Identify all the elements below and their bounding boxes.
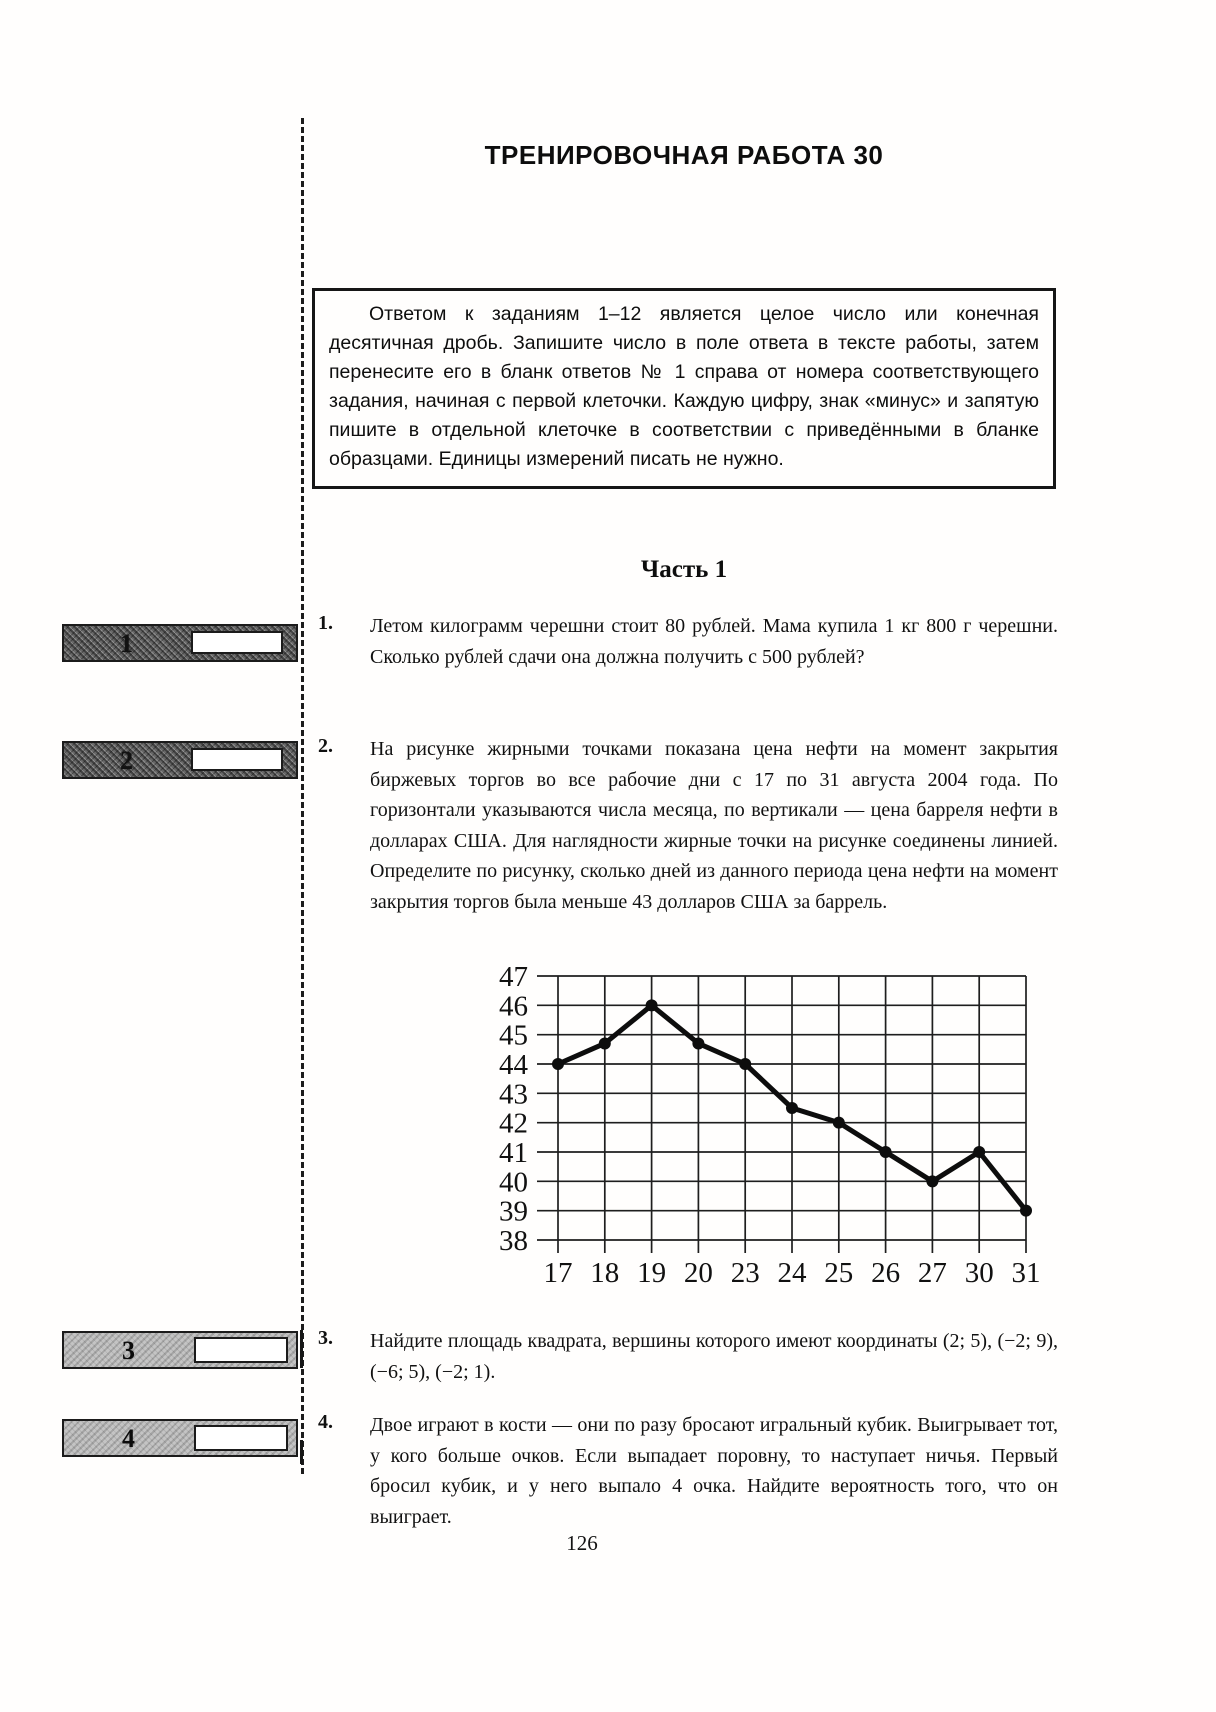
answer-box-3 bbox=[62, 1331, 298, 1369]
instruction-box bbox=[312, 288, 1056, 489]
x-tick-label: 20 bbox=[683, 1257, 713, 1289]
y-tick-label: 46 bbox=[499, 990, 528, 1023]
x-tick-label: 25 bbox=[824, 1257, 854, 1289]
data-point bbox=[552, 1058, 564, 1070]
instruction-text: Ответом к заданиям 1–12 является целое число или конечная десятичная дробь. Запишите число в поле ответа в тексте работы, затем перенесите его в бланк ответов № 1 справа от номера соответствующего задания, начиная с первой клеточки. Каждую цифру, знак «минус» и запятую пишите в отдельной клеточке в соответствии с приведёнными в бланке образцами. Единицы измерений писать не нужно. bbox=[329, 303, 1039, 470]
x-tick-label: 23 bbox=[730, 1257, 760, 1289]
chart-canvas bbox=[440, 938, 1090, 1308]
data-point bbox=[926, 1175, 938, 1187]
problem-3 bbox=[318, 1326, 1058, 1387]
page-title: ТРЕНИРОВОЧНАЯ РАБОТА 30 bbox=[484, 140, 884, 170]
y-tick-label: 41 bbox=[499, 1137, 528, 1169]
x-tick-label: 31 bbox=[1011, 1257, 1041, 1289]
answer-box-4-field[interactable] bbox=[194, 1425, 288, 1451]
answer-box-4-label: 4 bbox=[122, 1424, 135, 1453]
problem-2-number: 2. bbox=[318, 735, 333, 757]
divider-solid-segment bbox=[300, 1440, 303, 1464]
answer-box-3-field[interactable] bbox=[194, 1337, 288, 1363]
problem-2 bbox=[318, 734, 1058, 917]
y-tick-label: 39 bbox=[499, 1195, 528, 1228]
data-point bbox=[739, 1058, 751, 1070]
data-point bbox=[973, 1146, 985, 1158]
answer-box-1-field[interactable] bbox=[191, 631, 283, 654]
data-point bbox=[692, 1037, 704, 1049]
x-tick-label: 24 bbox=[777, 1257, 807, 1289]
problem-1-text: Летом килограмм черешни стоит 80 рублей. Мама купила 1 кг 800 г черешни. Сколько рублей сдачи она должна получить с 500 рублей? bbox=[370, 615, 1058, 668]
problem-4-number: 4. bbox=[318, 1411, 333, 1433]
problem-1 bbox=[318, 611, 1058, 672]
data-point bbox=[880, 1146, 892, 1158]
x-tick-label: 18 bbox=[590, 1257, 620, 1289]
y-tick-label: 47 bbox=[499, 961, 528, 993]
answer-box-1 bbox=[62, 624, 298, 662]
data-point bbox=[786, 1102, 798, 1114]
problem-4 bbox=[318, 1410, 1058, 1532]
problem-3-text: Найдите площадь квадрата, вершины которого имеют координаты (2; 5), (−2; 9), (−6; 5), (−2; 1). bbox=[370, 1330, 1058, 1383]
x-tick-label: 30 bbox=[964, 1257, 994, 1289]
margin-divider-dashed-line bbox=[301, 118, 304, 1474]
y-tick-label: 44 bbox=[499, 1049, 528, 1081]
problem-2-text: На рисунке жирными точками показана цена нефти на момент закрытия биржевых торгов во все рабочие дни с 17 по 31 августа 2004 года. По горизонтали указываются числа месяца, по вертикали — цена барреля нефти в долларах США. Для наглядности жирные точки на рисунке соединены линией. Определите по рисунку, сколько дней из данного периода цена нефти на момент закрытия торгов была меньше 43 долларов США за баррель. bbox=[370, 738, 1058, 913]
x-tick-label: 19 bbox=[637, 1257, 667, 1289]
answer-box-2-field[interactable] bbox=[191, 748, 283, 771]
y-tick-label: 43 bbox=[499, 1078, 528, 1111]
data-point bbox=[599, 1037, 611, 1049]
y-tick-label: 40 bbox=[499, 1166, 528, 1199]
data-point bbox=[646, 999, 658, 1011]
divider-solid-segment bbox=[300, 1330, 303, 1368]
answer-box-2-label: 2 bbox=[120, 746, 133, 775]
answer-box-1-label: 1 bbox=[120, 629, 133, 658]
x-tick-label: 17 bbox=[543, 1257, 573, 1289]
part-heading: Часть 1 bbox=[640, 556, 728, 583]
answer-box-3-label: 3 bbox=[122, 1336, 135, 1365]
x-tick-label: 26 bbox=[871, 1257, 901, 1289]
y-tick-label: 38 bbox=[499, 1225, 528, 1257]
problem-1-number: 1. bbox=[318, 612, 333, 634]
y-tick-label: 45 bbox=[499, 1019, 528, 1052]
data-point bbox=[833, 1117, 845, 1129]
data-point bbox=[1020, 1205, 1032, 1217]
page-number: 126 bbox=[566, 1531, 598, 1555]
answer-box-4 bbox=[62, 1419, 298, 1457]
problem-4-text: Двое играют в кости — они по разу бросают игральный кубик. Выигрывает тот, у кого больше очков. Если выпадает поровну, то наступает ничья. Первый бросил кубик, и у него выпало 4 очка. Найдите вероятность того, что он выиграет. bbox=[370, 1414, 1058, 1528]
answer-box-2 bbox=[62, 741, 298, 779]
y-tick-label: 42 bbox=[499, 1107, 528, 1140]
problem-3-number: 3. bbox=[318, 1327, 333, 1349]
oil-price-line-chart bbox=[440, 938, 1090, 1308]
x-tick-label: 27 bbox=[917, 1257, 947, 1289]
